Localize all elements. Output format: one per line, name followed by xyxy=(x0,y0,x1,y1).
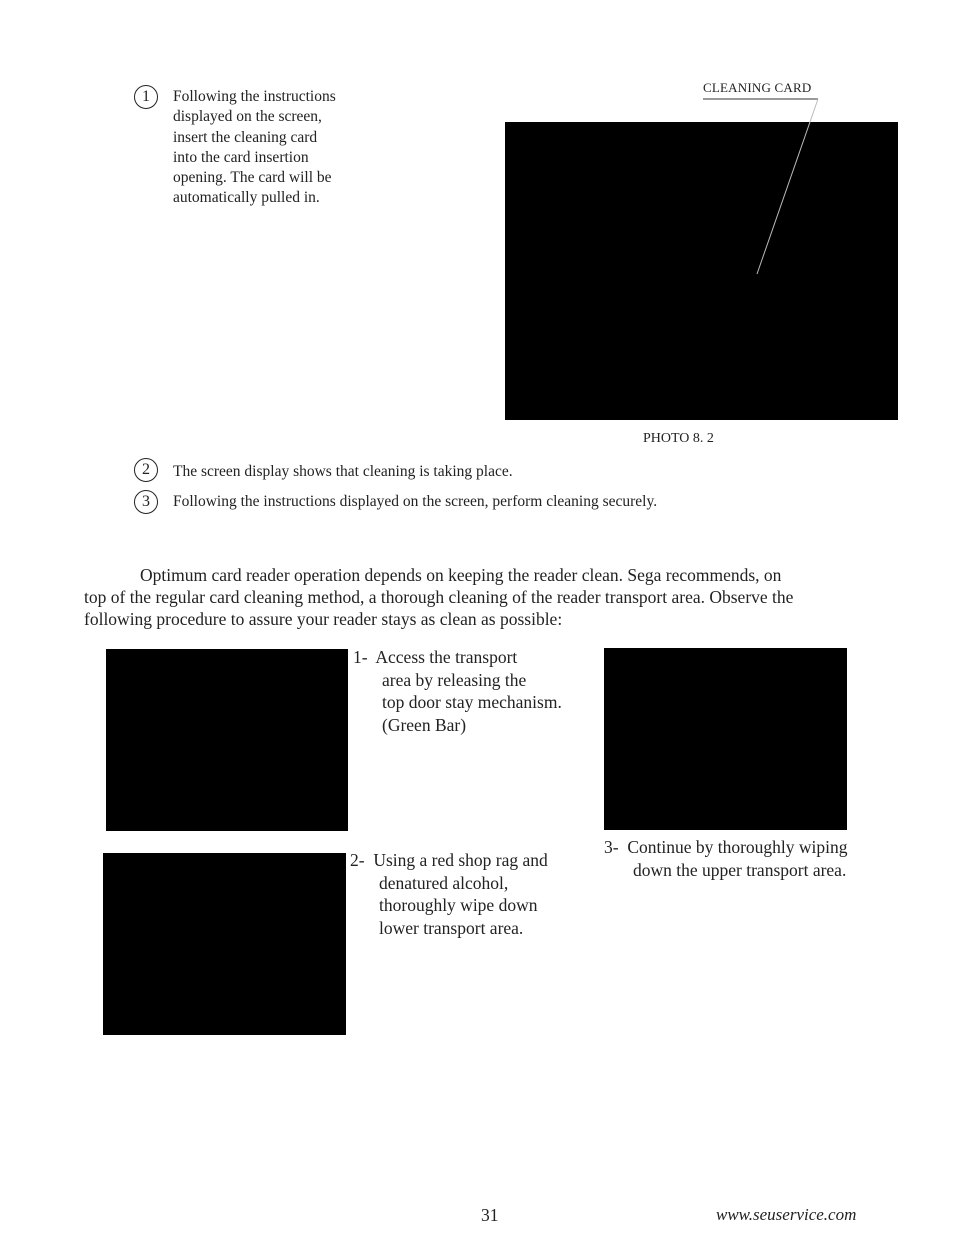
procedure-photo-1 xyxy=(106,649,348,831)
step-2-text: The screen display shows that cleaning is taking place. xyxy=(173,463,513,480)
paragraph-line: Optimum card reader operation depends on keeping the reader clean. Sega recommends, on xyxy=(140,565,782,585)
step-first-line: Continue by thoroughly wiping xyxy=(627,837,848,857)
procedure-step-1 xyxy=(353,646,593,736)
website-link[interactable]: www.seuservice.com xyxy=(716,1205,857,1224)
step-first-line: Access the transport xyxy=(375,647,518,667)
procedure-photo-2 xyxy=(103,853,346,1035)
step-number-2: 2 xyxy=(134,458,158,482)
step-1-line: insert the cleaning card xyxy=(173,128,318,146)
step-prefix: 2- xyxy=(350,850,365,870)
step-line: down the upper transport area. xyxy=(633,859,847,880)
step-prefix: 1- xyxy=(353,647,368,667)
photo-8-2-caption: PHOTO 8. 2 xyxy=(643,431,714,446)
paragraph-line: top of the regular card cleaning method, a thorough cleaning of the reader transport area. Observe the xyxy=(84,587,794,607)
step-line: thoroughly wipe down xyxy=(379,895,538,915)
callout-leader-line xyxy=(0,0,954,300)
step-line: lower transport area. xyxy=(379,917,524,938)
page-number: 31 xyxy=(481,1205,499,1225)
step-1-line: into the card insertion xyxy=(173,148,309,166)
paragraph-line: following procedure to assure your reader stays as clean as possible: xyxy=(84,609,563,629)
step-1-line: Following the instructions xyxy=(173,88,336,105)
cleaning-card-label: CLEANING CARD xyxy=(703,80,812,95)
step-prefix: 3- xyxy=(604,837,619,857)
step-line: denatured alcohol, xyxy=(379,872,509,893)
procedure-photo-3 xyxy=(604,648,847,830)
step-number-1: 1 xyxy=(134,85,158,109)
step-first-line: Using a red shop rag and xyxy=(373,850,548,870)
step-1-line: opening. The card will be xyxy=(173,169,332,187)
step-line: (Green Bar) xyxy=(382,714,467,735)
procedure-step-2 xyxy=(350,849,590,939)
step-1-line: displayed on the screen, xyxy=(173,108,322,126)
step-3-text: Following the instructions displayed on the screen, perform cleaning securely. xyxy=(173,493,658,510)
step-line: area by releasing the xyxy=(382,669,527,690)
step-number-3: 3 xyxy=(134,490,158,514)
step-1-line: automatically pulled in. xyxy=(173,189,320,207)
procedure-step-3 xyxy=(604,836,894,881)
step-line: top door stay mechanism. xyxy=(382,692,562,712)
intro-paragraph xyxy=(84,564,864,630)
